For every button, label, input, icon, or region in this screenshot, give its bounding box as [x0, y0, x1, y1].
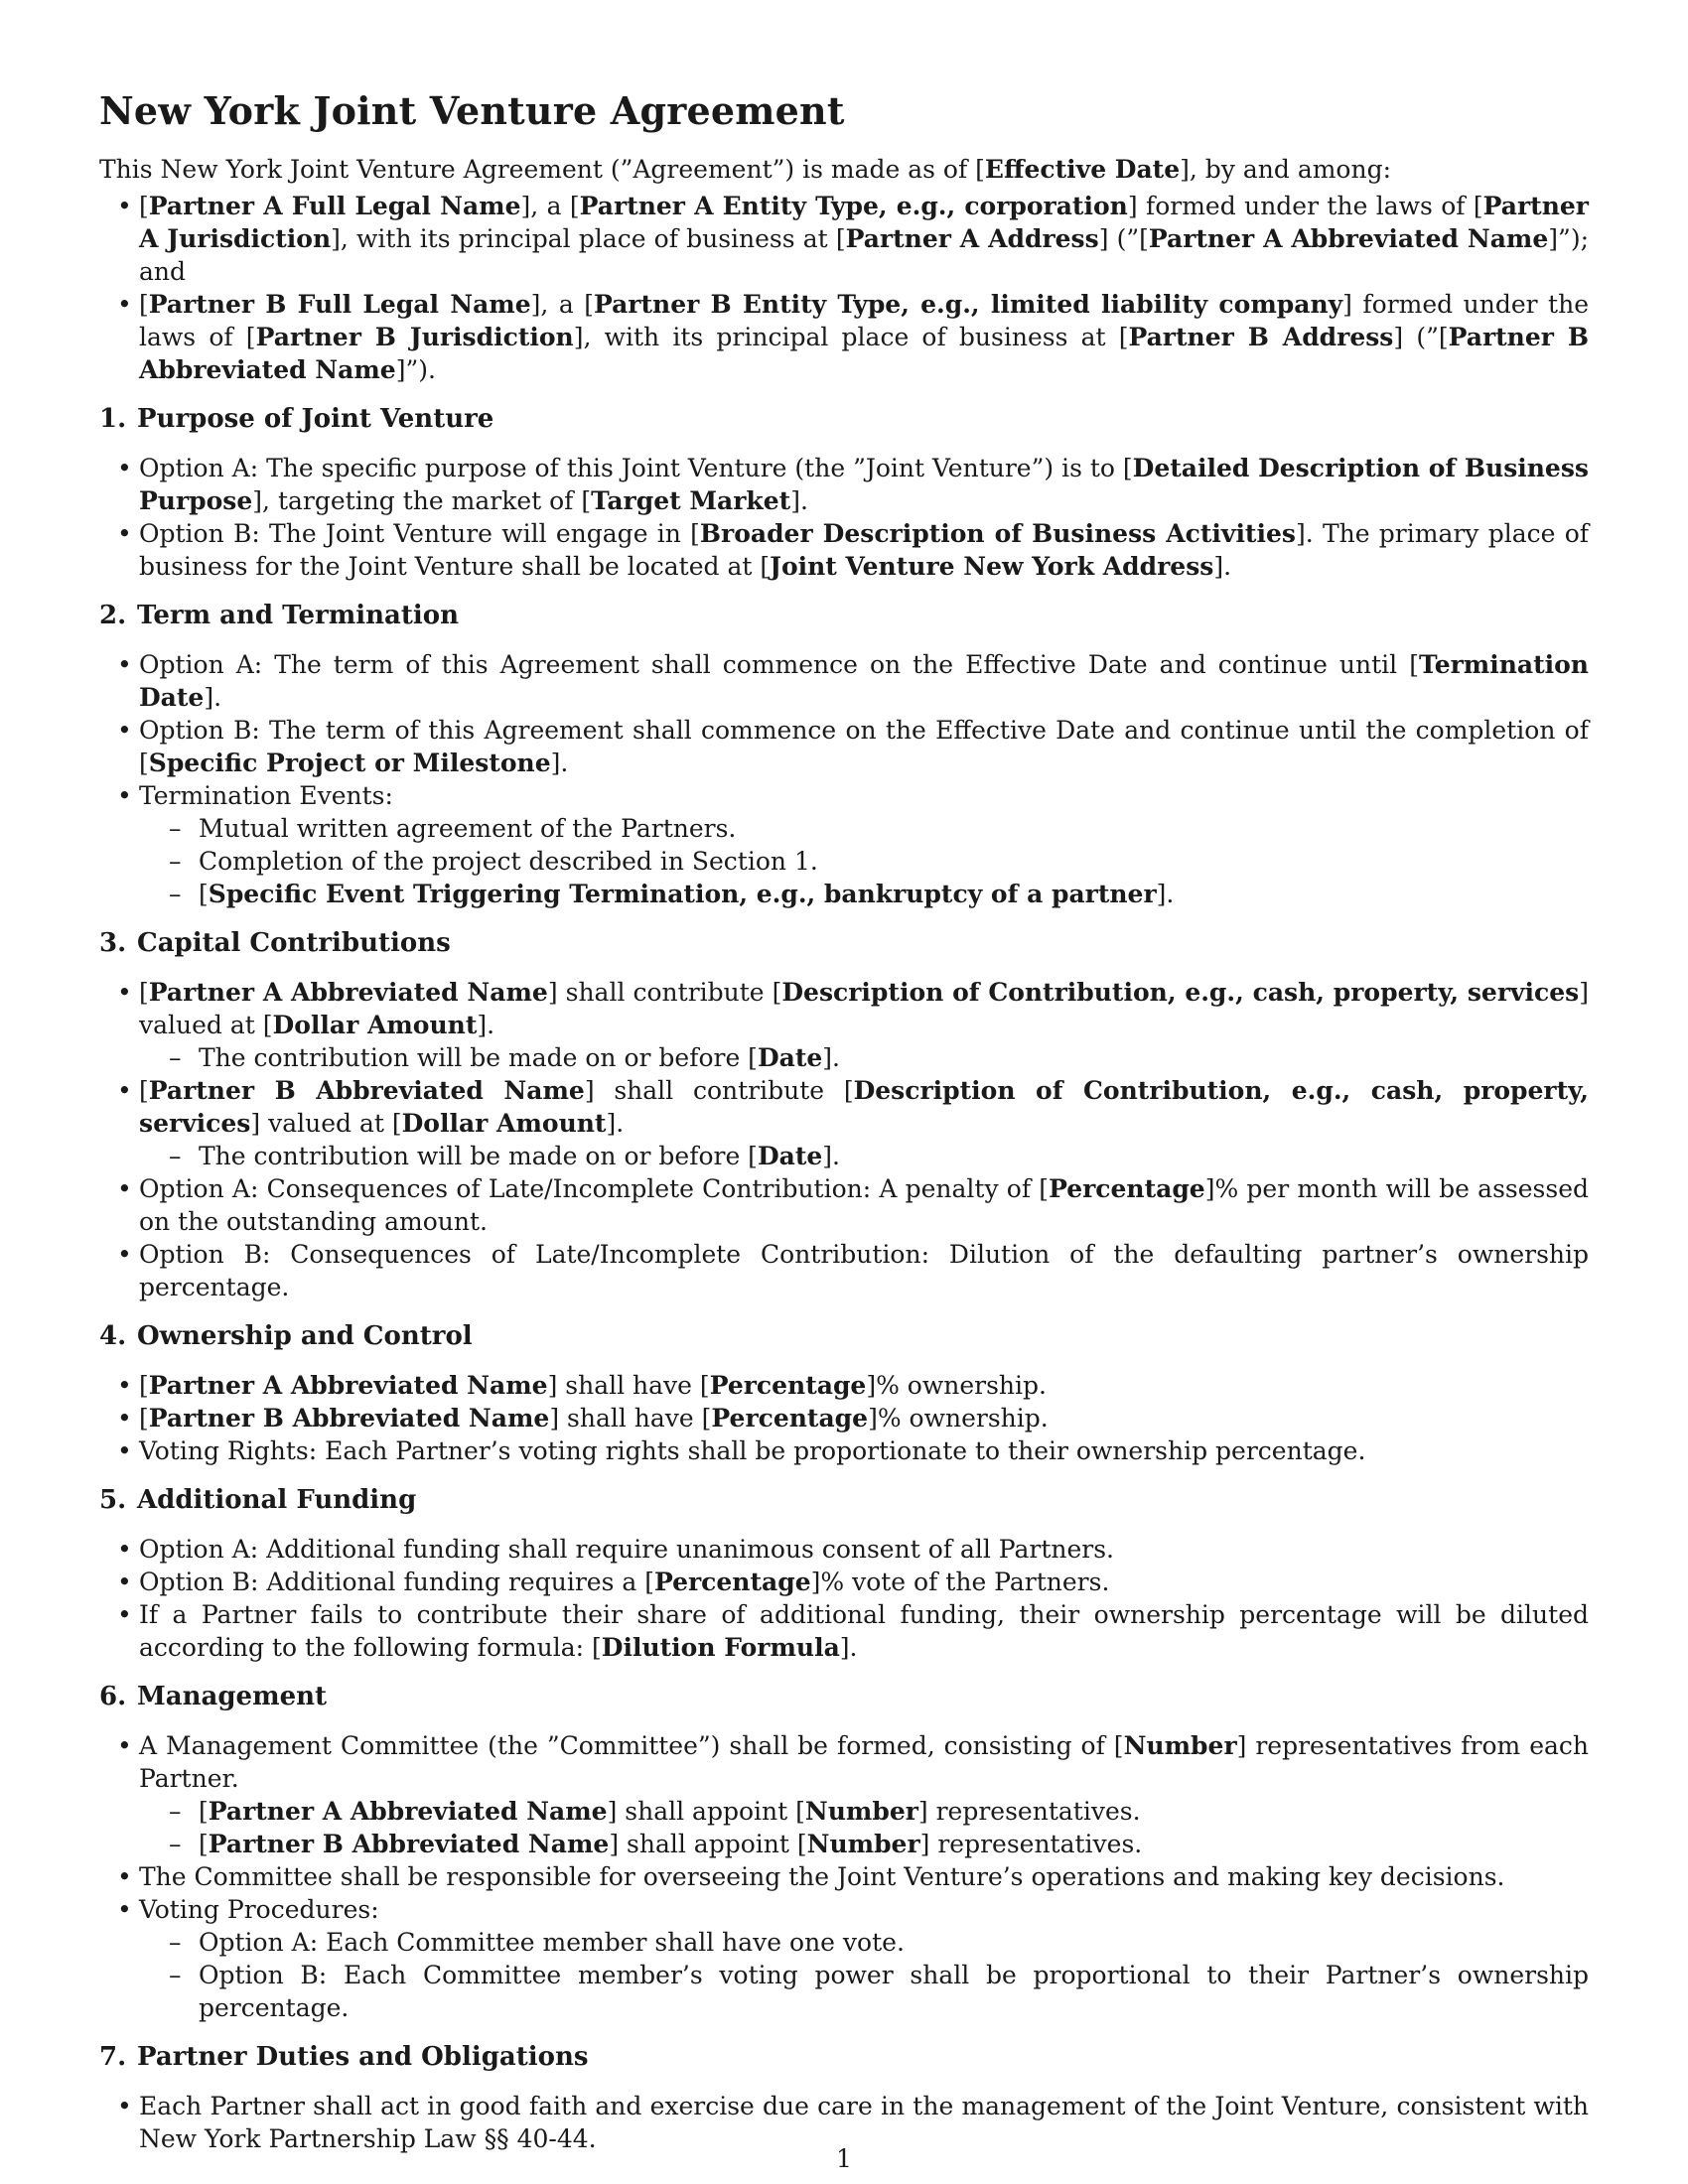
- section-1-list: [99, 452, 1589, 583]
- intro-paragraph: This New York Joint Venture Agreement (”Agreement”) is made as of [Effective Date], by and among:: [99, 155, 1392, 184]
- page-number: 1: [836, 2144, 852, 2173]
- list-item: • Termination Events: – Mutual written agreement of the Partners. – Completion of the project described in Section 1. – [Specific Event Triggering Termination, e.g., bankruptcy of a partner].: [139, 779, 1589, 910]
- list-item: • Option B: Consequences of Late/Incomplete Contribution: Dilution of the defaulting partner’s ownership percentage.: [139, 1238, 1589, 1303]
- section-heading-1: 1. Purpose of Joint Venture: [99, 404, 494, 434]
- section-5-list: [99, 1533, 1589, 1664]
- list-item: • Voting Procedures: – Option A: Each Committee member shall have one vote. – Option B: Each Committee member’s voting power shall be proportional to their Partner’s ownership percentage.: [139, 1893, 1589, 2024]
- placeholder-effective-date: Effective Date: [984, 155, 1181, 184]
- sub-list-item: – The contribution will be made on or before [Date].: [199, 1041, 1589, 1074]
- list-item: • Option B: Additional funding requires a [Percentage]% vote of the Partners.: [139, 1566, 1589, 1598]
- section-heading-5: 5. Additional Funding: [99, 1485, 417, 1515]
- list-item: • [Partner B Abbreviated Name] shall contribute [Description of Contribution, e.g., cash, property, services] valued at [Dollar Amount]. – The contribution will be made on or before [Date].: [139, 1074, 1589, 1172]
- list-item: • Option B: The Joint Venture will engage in [Broader Description of Business Activities]. The primary place of business for the Joint Venture shall be located at [Joint Venture New York Address].: [139, 517, 1589, 583]
- section-heading-4: 4. Ownership and Control: [99, 1321, 473, 1351]
- list-item: • Option A: Consequences of Late/Incomplete Contribution: A penalty of [Percentage]% per month will be assessed on the outstanding amount.: [139, 1172, 1589, 1238]
- sub-list-item: – [Specific Event Triggering Termination, e.g., bankruptcy of a partner].: [199, 878, 1589, 910]
- document-body: [99, 87, 1589, 2155]
- termination-events-list: [139, 812, 1589, 910]
- list-item: • A Management Committee (the ”Committee”) shall be formed, consisting of [Number] representatives from each Partner. – [Partner A Abbreviated Name] shall appoint [Number] representatives. – [Partner B Abbreviated Name] shall appoint [Number] representatives.: [139, 1729, 1589, 1860]
- parties-list: [99, 190, 1589, 386]
- sub-list-item: – Option B: Each Committee member’s voting power shall be proportional to their Partner’s ownership percentage.: [199, 1959, 1589, 2024]
- list-item: • If a Partner fails to contribute their share of additional funding, their ownership percentage will be diluted according to the following formula: [Dilution Formula].: [139, 1598, 1589, 1664]
- list-item: • Each Partner shall act in good faith and exercise due care in the management of the Joint Venture, consistent with New York Partnership Law §§ 40-44.: [139, 2090, 1589, 2155]
- party-a-item: • [Partner A Full Legal Name], a [Partner A Entity Type, e.g., corporation] formed under the laws of [Partner A Jurisdiction], with its principal place of business at [Partner A Address] (”[Partner A Abbreviated Name]”); and: [139, 190, 1589, 288]
- sub-list-item: – The contribution will be made on or before [Date].: [199, 1140, 1589, 1172]
- sub-list-item: – Option A: Each Committee member shall have one vote.: [199, 1926, 1589, 1959]
- sub-list-item: – Mutual written agreement of the Partners.: [199, 812, 1589, 845]
- list-item: • Voting Rights: Each Partner’s voting rights shall be proportionate to their ownership percentage.: [139, 1434, 1589, 1467]
- list-item: • The Committee shall be responsible for overseeing the Joint Venture’s operations and making key decisions.: [139, 1860, 1589, 1893]
- section-heading-7: 7. Partner Duties and Obligations: [99, 2042, 589, 2072]
- list-item: • [Partner A Abbreviated Name] shall have [Percentage]% ownership.: [139, 1369, 1589, 1402]
- section-heading-6: 6. Management: [99, 1682, 328, 1711]
- section-2-list: [99, 648, 1589, 910]
- section-3-list: [99, 976, 1589, 1303]
- list-item: • [Partner A Abbreviated Name] shall contribute [Description of Contribution, e.g., cash, property, services] valued at [Dollar Amount]. – The contribution will be made on or before [Date].: [139, 976, 1589, 1074]
- list-item: • Option B: The term of this Agreement shall commence on the Effective Date and continue until the completion of [Specific Project or Milestone].: [139, 714, 1589, 779]
- list-item: • Option A: Additional funding shall require unanimous consent of all Partners.: [139, 1533, 1589, 1566]
- sub-list-item: – [Partner B Abbreviated Name] shall appoint [Number] representatives.: [199, 1828, 1589, 1860]
- list-item: • Option A: The specific purpose of this Joint Venture (the ”Joint Venture”) is to [Detailed Description of Business Purpose], targeting the market of [Target Market].: [139, 452, 1589, 517]
- document-title: New York Joint Venture Agreement: [99, 88, 845, 133]
- section-heading-3: 3. Capital Contributions: [99, 928, 451, 958]
- list-item: • Option A: The term of this Agreement shall commence on the Effective Date and continue until [Termination Date].: [139, 648, 1589, 714]
- party-b-item: • [Partner B Full Legal Name], a [Partner B Entity Type, e.g., limited liability company] formed under the laws of [Partner B Jurisdiction], with its principal place of business at [Partner B Address] (”[Partner B Abbreviated Name]”).: [139, 288, 1589, 386]
- sub-list-item: – Completion of the project described in Section 1.: [199, 845, 1589, 878]
- section-6-list: [99, 1729, 1589, 2024]
- section-heading-2: 2. Term and Termination: [99, 601, 460, 630]
- section-4-list: [99, 1369, 1589, 1467]
- sub-list-item: – [Partner A Abbreviated Name] shall appoint [Number] representatives.: [199, 1795, 1589, 1828]
- list-item: • [Partner B Abbreviated Name] shall have [Percentage]% ownership.: [139, 1402, 1589, 1434]
